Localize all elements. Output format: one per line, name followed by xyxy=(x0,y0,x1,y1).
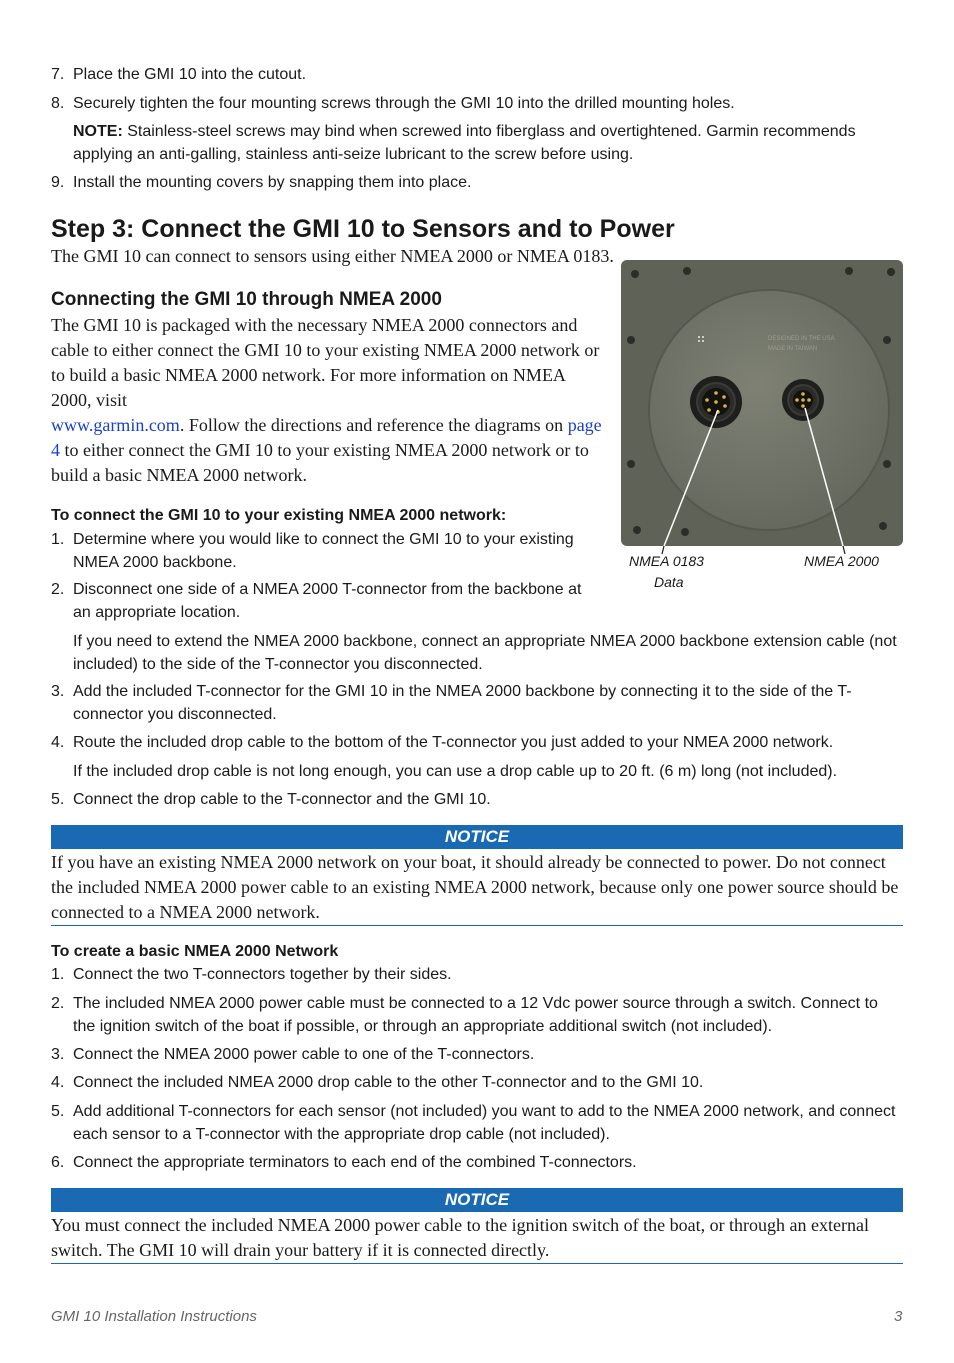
list-text: Add additional T-connectors for each sensor (not included) you want to add to the NMEA 2000 network, and connect each sensor to a T-connector with the appropriate drop cable (not included). xyxy=(73,1103,896,1143)
list-text: Disconnect one side of a NMEA 2000 T-connector from the backbone at an appropriate location. xyxy=(73,581,582,621)
drop-cable-note: If the included drop cable is not long enough, you can use a drop cable up to 20 ft. (6 m) long (not included). xyxy=(73,763,838,780)
list-number: 3. xyxy=(51,1046,65,1063)
list-text: Connect the two T-connectors together by their sides. xyxy=(73,966,452,983)
screw-hole xyxy=(683,267,691,275)
existing-network-heading: To connect the GMI 10 to your existing NMEA 2000 network: xyxy=(51,507,507,524)
list-number: 5. xyxy=(51,791,65,808)
caption-nmea2000: NMEA 2000 xyxy=(804,553,879,569)
step3-intro: The GMI 10 can connect to sensors using either NMEA 2000 or NMEA 0183. xyxy=(51,246,614,266)
basic-network-heading: To create a basic NMEA 2000 Network xyxy=(51,943,339,960)
list-number: 1. xyxy=(51,531,65,548)
list-number: 3. xyxy=(51,683,65,700)
caption-nmea0183-line1: NMEA 0183 xyxy=(629,553,704,569)
note-label: NOTE: xyxy=(73,123,123,140)
list-number: 8. xyxy=(51,95,65,112)
stamp-text-2: MADE IN TAIWAN xyxy=(768,346,818,352)
nmea2000-paragraph xyxy=(51,313,603,488)
existing-item-3 xyxy=(51,680,903,726)
notice-rule-1 xyxy=(51,925,903,926)
list-item-9 xyxy=(51,171,903,194)
caption-nmea0183-line2: Data xyxy=(654,574,684,590)
note-paragraph xyxy=(73,120,873,166)
page-4-link[interactable]: page 4 xyxy=(51,415,602,460)
existing-item-5 xyxy=(51,788,903,811)
screw-hole xyxy=(681,528,689,536)
screw-hole xyxy=(627,336,635,344)
nmea2000-text-2b: to either connect the GMI 10 to your existing NMEA 2000 network or to build a basic NMEA 2000 network. xyxy=(51,440,589,485)
list-number: 1. xyxy=(51,966,65,983)
list-text: Determine where you would like to connect the GMI 10 to your existing NMEA 2000 backbone. xyxy=(73,531,574,571)
list-text: Install the mounting covers by snapping them into place. xyxy=(73,174,472,191)
screw-hole xyxy=(633,526,641,534)
basic-item-2 xyxy=(51,992,903,1038)
gmi10-back-illustration xyxy=(621,260,903,546)
screw-hole xyxy=(627,460,635,468)
nmea2000-heading: Connecting the GMI 10 through NMEA 2000 xyxy=(51,289,442,310)
list-number: 4. xyxy=(51,1074,65,1091)
nmea2000-text-1: The GMI 10 is packaged with the necessary NMEA 2000 connectors and cable to either connect the GMI 10 to your existing NMEA 2000 network or to build a basic NMEA 2000 network. For more information on NMEA 2000, visit xyxy=(51,315,600,410)
caption-nmea0183 xyxy=(629,551,729,593)
extend-note: If you need to extend the NMEA 2000 backbone, connect an appropriate NMEA 2000 backbone extension cable (not included) to the side of the T-connector you disconnected. xyxy=(73,633,897,673)
notice-banner-1: NOTICE xyxy=(51,825,903,849)
list-text: The included NMEA 2000 power cable must be connected to a 12 Vdc power source through a switch. Connect to the ignition switch of the boat if possible, or through an appropriate additional switch (not included). xyxy=(73,995,878,1035)
list-text: Connect the appropriate terminators to each end of the combined T-connectors. xyxy=(73,1154,637,1171)
existing-item-4 xyxy=(51,731,903,754)
list-item-8 xyxy=(51,92,903,115)
nmea2000-connector xyxy=(782,379,824,421)
screw-hole xyxy=(631,270,639,278)
list-text: Route the included drop cable to the bottom of the T-connector you just added to your NMEA 2000 network. xyxy=(73,734,834,751)
list-number: 4. xyxy=(51,734,65,751)
footer-title: GMI 10 Installation Instructions xyxy=(51,1308,257,1325)
list-number: 6. xyxy=(51,1154,65,1171)
basic-item-3 xyxy=(51,1043,903,1066)
screw-hole xyxy=(883,336,891,344)
screw-hole xyxy=(879,522,887,530)
list-text: Place the GMI 10 into the cutout. xyxy=(73,66,307,83)
stamp-text-1: DESIGNED IN THE USA xyxy=(768,336,835,342)
list-text: Connect the NMEA 2000 power cable to one of the T-connectors. xyxy=(73,1046,535,1063)
screw-hole xyxy=(845,267,853,275)
existing-item-1 xyxy=(51,528,591,574)
note-text: Stainless-steel screws may bind when screwed into fiberglass and overtightened. Garmin recommends applying an anti-galling, stainless anti-seize lubricant to the screw before using. xyxy=(73,123,856,163)
list-text: Connect the included NMEA 2000 drop cable to the other T-connector and to the GMI 10. xyxy=(73,1074,704,1091)
list-text: Securely tighten the four mounting screws through the GMI 10 into the drilled mounting holes. xyxy=(73,95,735,112)
notice-rule-2 xyxy=(51,1263,903,1264)
screw-hole xyxy=(887,268,895,276)
basic-item-5 xyxy=(51,1100,903,1146)
basic-item-1 xyxy=(51,963,903,986)
list-number: 9. xyxy=(51,174,65,191)
list-number: 2. xyxy=(51,581,65,598)
nmea2000-text-2 xyxy=(51,413,603,488)
page-number: 3 xyxy=(894,1308,903,1325)
existing-item-2 xyxy=(51,578,591,624)
nmea0183-connector xyxy=(690,376,742,428)
step3-heading: Step 3: Connect the GMI 10 to Sensors and to Power xyxy=(51,215,675,243)
screw-hole xyxy=(883,460,891,468)
list-number: 2. xyxy=(51,995,65,1012)
list-text: Connect the drop cable to the T-connector and the GMI 10. xyxy=(73,791,491,808)
list-number: 5. xyxy=(51,1103,65,1120)
basic-item-4 xyxy=(51,1071,903,1094)
notice-banner-2: NOTICE xyxy=(51,1188,903,1212)
basic-item-6 xyxy=(51,1151,903,1174)
garmin-link[interactable]: www.garmin.com xyxy=(51,415,180,435)
gmi10-back-photo xyxy=(621,260,903,546)
list-item-7 xyxy=(51,63,903,86)
list-number: 7. xyxy=(51,66,65,83)
notice-text-1: If you have an existing NMEA 2000 network on your boat, it should already be connected to power. Do not connect the included NMEA 2000 power cable to an existing NMEA 2000 network, because only one power source should be connected to a NMEA 2000 network. xyxy=(51,852,899,922)
nmea2000-text-2a: . Follow the directions and reference the diagrams on xyxy=(179,415,568,435)
list-text: Add the included T-connector for the GMI 10 in the NMEA 2000 backbone by connecting it to the side of the T-connector you disconnected. xyxy=(73,683,852,723)
notice-text-2: You must connect the included NMEA 2000 power cable to the ignition switch of the boat, or through an external switch. The GMI 10 will drain your battery if it is connected directly. xyxy=(51,1215,870,1260)
